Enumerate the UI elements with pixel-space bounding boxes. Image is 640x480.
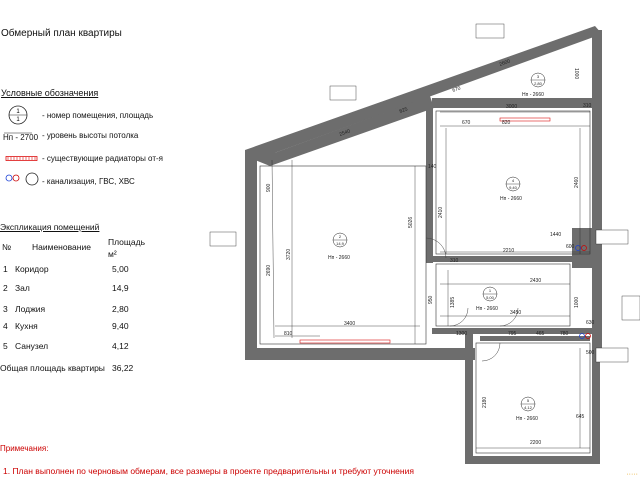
dim-corr-e: 1300 <box>456 331 468 337</box>
floor-plan <box>200 8 640 470</box>
room-5-no: 5 <box>526 398 530 403</box>
dim-corr-left: 950 <box>428 295 434 304</box>
dim-hall-top: 900 <box>266 183 272 192</box>
legend-title: Условные обозначения <box>1 88 99 98</box>
room-4-height: Hп - 2660 <box>500 196 522 202</box>
dim-kitchen-c: 2210 <box>503 248 515 254</box>
room-1-height: Hп - 2660 <box>476 306 498 312</box>
notes-text: 1. План выполнен по черновым обмерам, все размеры в проекте предварительны и требуют уточнения <box>3 466 414 476</box>
dim-kitchen-a: 140 <box>428 164 437 170</box>
col-area-unit: м² <box>108 249 117 259</box>
col-no: № <box>2 242 12 252</box>
col-name: Наименование <box>32 242 91 252</box>
watermark-logo: ····· <box>626 471 638 478</box>
room-1-no: 1 <box>488 288 492 293</box>
dim-bath-a: 645 <box>576 414 585 420</box>
room-2-no: 2 <box>338 234 342 239</box>
dim-corr-f: 795 <box>508 331 517 337</box>
row-5-no: 5 <box>3 341 8 351</box>
row-1-name: Коридор <box>15 264 49 274</box>
row-3-name: Лоджия <box>15 304 46 314</box>
row-2-name: Зал <box>15 283 30 293</box>
dim-kitchen-b: 310 <box>450 258 459 264</box>
room-4-area: 9,40 <box>509 185 517 190</box>
utilities-icon <box>4 172 40 186</box>
radiator-icon <box>5 155 39 163</box>
dim-top-small4: 310 <box>583 103 592 109</box>
row-4-no: 4 <box>3 321 8 331</box>
row-3-no: 3 <box>3 304 8 314</box>
row-1-no: 1 <box>3 264 8 274</box>
dim-corr-g: 465 <box>536 331 545 337</box>
total-label: Общая площадь квартиры <box>0 363 105 373</box>
row-5-area: 4,12 <box>112 341 129 351</box>
row-3-area: 2,80 <box>112 304 129 314</box>
dim-loggia-diag: 2540 <box>338 128 352 138</box>
dim-hall-bottom: 3400 <box>344 321 356 327</box>
dim-top-small3: 825 <box>398 106 409 115</box>
room-1-area: 5,00 <box>486 295 494 300</box>
room-5-area: 4,12 <box>524 405 532 410</box>
room-5-height: Hп - 2660 <box>516 416 538 422</box>
dim-corr-b: 3450 <box>510 310 522 316</box>
dim-bath-w: 2200 <box>530 440 542 446</box>
row-4-area: 9,40 <box>112 321 129 331</box>
dim-corr-d: 1000 <box>574 296 580 308</box>
row-4-name: Кухня <box>15 321 38 331</box>
legend-utilities-desc: - канализация, ГВС, ХВС <box>42 177 135 186</box>
legend-room-desc: - номер помещения, площадь <box>42 111 154 120</box>
dim-hall-height: 2690 <box>266 264 272 276</box>
room-3-height: Hп - 2660 <box>522 92 544 98</box>
explication-title: Экспликация помещений <box>0 222 100 232</box>
row-2-area: 14,9 <box>112 283 129 293</box>
col-area: Площадь <box>108 237 146 247</box>
room-2-area: 14,9 <box>336 241 344 246</box>
dim-top-offsets: 670 <box>462 120 471 126</box>
total-value: 36,22 <box>112 363 134 373</box>
page-title: Обмерный план квартиры <box>1 28 122 39</box>
row-5-name: Санузел <box>15 341 49 351</box>
dim-top-small1: 1000 <box>573 68 579 80</box>
dim-loggia-outer: 2600 <box>498 58 512 68</box>
dim-corr-h: 780 <box>560 331 569 337</box>
notes-title: Примечания: <box>0 444 49 453</box>
dim-hall-small: 810 <box>284 331 293 337</box>
room-2-height: Hп - 2660 <box>328 255 350 261</box>
row-1-area: 5,00 <box>112 264 129 274</box>
dim-hall-total: 5026 <box>408 216 414 228</box>
row-2-no: 2 <box>3 283 8 293</box>
height-marker-symbol: Hп - 2700 <box>3 133 39 142</box>
height-marker-line <box>4 125 34 135</box>
legend-height-desc: - уровень высоты потолка <box>42 131 139 140</box>
walls <box>245 26 602 464</box>
dim-corr-i: 630 <box>586 320 595 326</box>
dim-hall-inner: 3720 <box>286 248 292 260</box>
dim-bath-h: 2180 <box>482 396 488 408</box>
room-3-no: 3 <box>536 74 540 79</box>
room-marker-top: 1 <box>16 109 20 115</box>
dim-kitchen-h2: 2460 <box>574 176 580 188</box>
dim-kitchen-d: 1440 <box>550 232 562 238</box>
dim-kitchen-w: 820 <box>502 120 511 126</box>
room-marker-bottom: 1 <box>16 117 20 123</box>
dim-kitchen-e: 600 <box>566 244 575 250</box>
dim-bath-b: 500 <box>586 350 595 356</box>
dim-kitchen-h1: 2410 <box>438 206 444 218</box>
legend-radiator-desc: - существующие радиаторы от-я <box>42 154 163 163</box>
room-3-area: 2,80 <box>534 81 542 86</box>
dim-loggia-inner: 3000 <box>506 104 518 110</box>
dim-top-small2: 670 <box>451 85 462 94</box>
room-4-no: 4 <box>511 178 515 183</box>
dim-corr-c: 1385 <box>450 296 456 308</box>
dim-corr-a: 2430 <box>530 278 542 284</box>
